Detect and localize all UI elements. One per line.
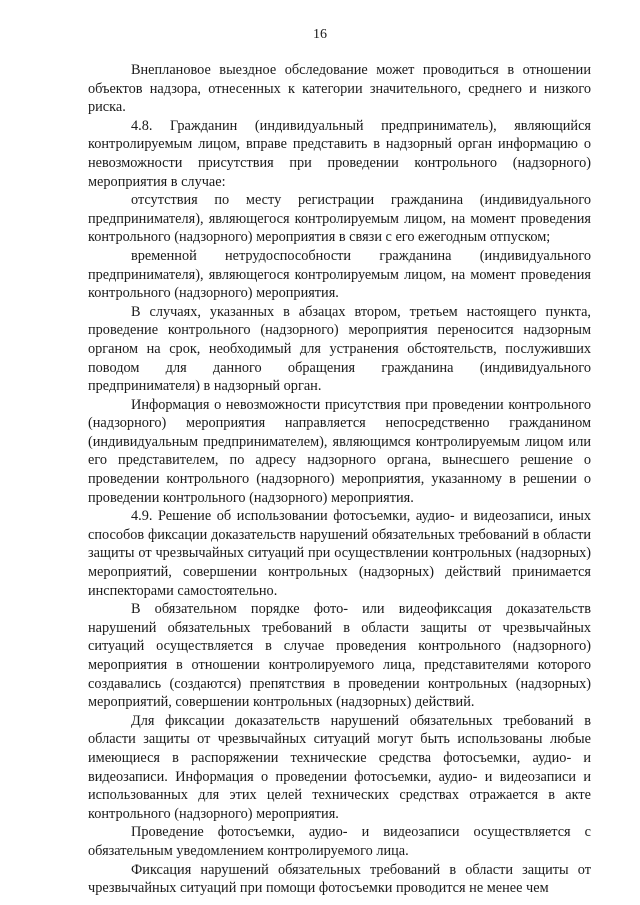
paragraph: Внеплановое выездное обследование может проводиться в отношении объектов надзора, отнесенных к категории значительного, среднего и низкого риска.	[88, 62, 591, 116]
paragraph: отсутствия по месту регистрации гражданина (индивидуального предпринимателя), являющегося контролируемым лицом, на момент проведения контрольного (надзорного) мероприятия в связи с его ежегодным отпуском;	[88, 192, 591, 246]
paragraph: Для фиксации доказательств нарушений обязательных требований в области защиты от чрезвычайных ситуаций могут быть использованы любые имеющиеся в распоряжении технические средства фотосъемки, аудио- и видеозаписи. Информация о проведении фотосъемки, аудио- и видеозаписи и использованных для этих целей технических средствах отражается в акте контрольного (надзорного) мероприятия.	[88, 712, 591, 822]
paragraph: В обязательном порядке фото- или видеофиксация доказательств нарушений обязательных требований в области защиты от чрезвычайных ситуаций осуществляется в случае проведения контрольного (надзорного) мероприятия в отношении контролируемого лица, представителями которого создавались (создаются) препятствия в проведении контрольных (надзорных) мероприятий, совершении контрольных (надзорных) действий.	[88, 601, 591, 711]
paragraph: Проведение фотосъемки, аудио- и видеозаписи осуществляется с обязательным уведомлением контролируемого лица.	[88, 824, 591, 859]
paragraph: В случаях, указанных в абзацах втором, третьем настоящего пункта, проведение контрольного (надзорного) мероприятия переносится надзорным органом на срок, необходимый для устранения обстоятельств, послуживших поводом для данного обращения гражданина (индивидуального предпринимателя) в надзорный орган.	[88, 303, 591, 395]
paragraph: временной нетрудоспособности гражданина (индивидуального предпринимателя), являющегося контролируемым лицом, на момент проведения контрольного (надзорного) мероприятия.	[88, 247, 591, 302]
paragraph: 4.9. Решение об использовании фотосъемки, аудио- и видеозаписи, иных способов фиксации доказательств нарушений обязательных требований в области защиты от чрезвычайных ситуаций при осуществлении контрольных (надзорных) мероприятий, совершении контрольных (надзорных) действий принимается инспекторами самостоятельно.	[88, 508, 591, 599]
page-number: 16	[313, 27, 327, 42]
document-body	[88, 61, 591, 898]
paragraph: Информация о невозможности присутствия при проведении контрольного (надзорного) мероприятия направляется непосредственно гражданином (индивидуальным предпринимателем), являющимся контролируемым лицом или его представителем, по адресу надзорного органа, вынесшего решение о проведении контрольного (надзорного) мероприятия, указанному в решении о проведении контрольного (надзорного) мероприятия.	[88, 396, 591, 506]
paragraph: 4.8. Гражданин (индивидуальный предприниматель), являющийся контролируемым лицом, вправе представить в надзорный орган информацию о невозможности присутствия при проведении контрольного (надзорного) мероприятия в случае:	[88, 117, 591, 190]
paragraph: Фиксация нарушений обязательных требований в области защиты от чрезвычайных ситуаций при помощи фотосъемки проводится не менее чем	[88, 861, 591, 897]
